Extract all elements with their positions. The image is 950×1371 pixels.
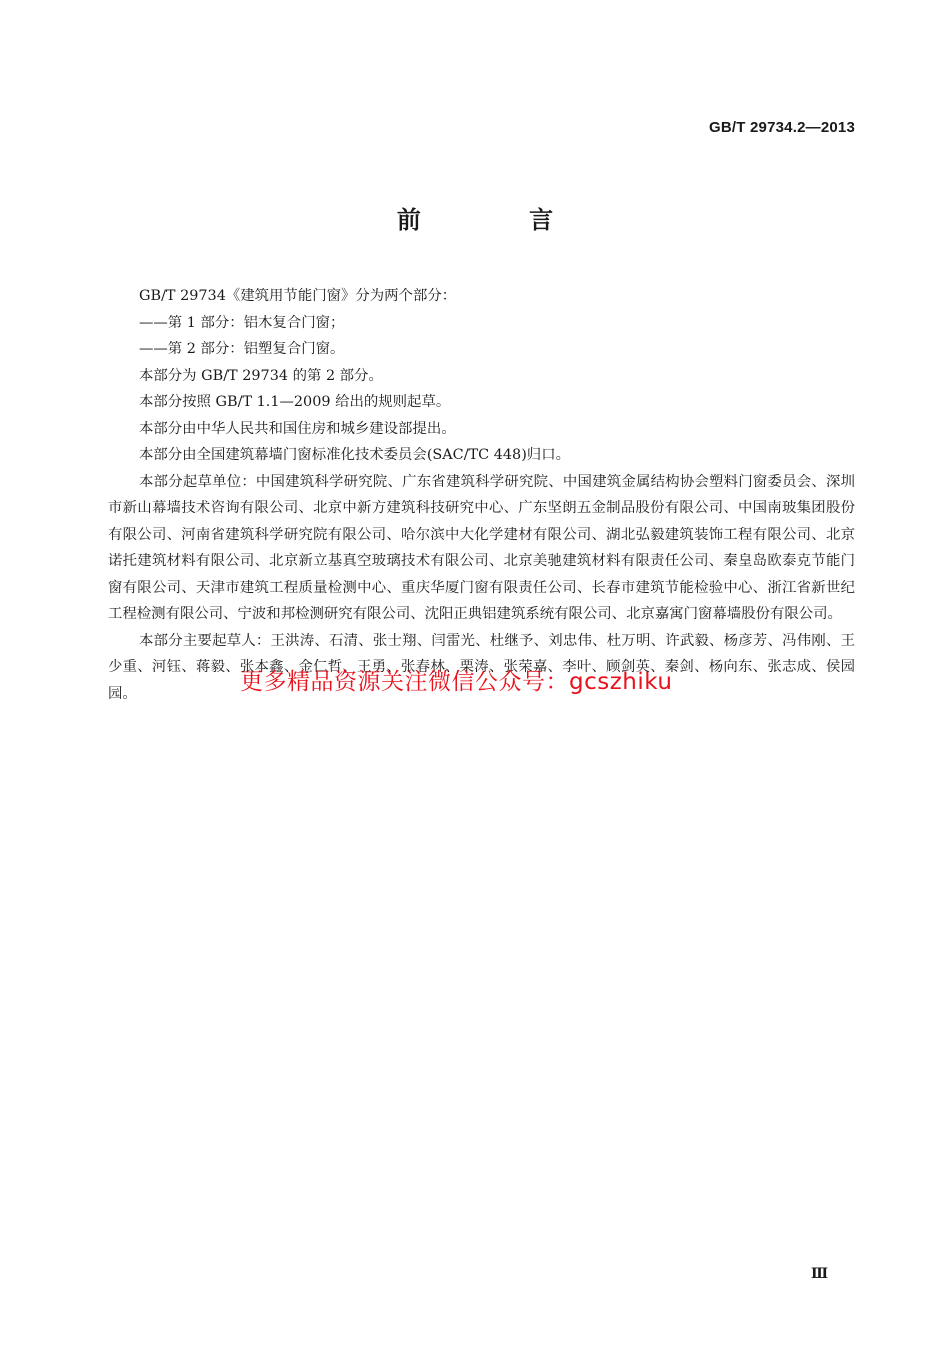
- foreword-body: [108, 283, 855, 707]
- page-title: 前 言: [396, 206, 604, 234]
- intro-paragraph: GB/T 29734《建筑用节能门窗》分为两个部分：: [139, 288, 457, 304]
- committee-paragraph: 本部分由全国建筑幕墙门窗标准化技术委员会(SAC/TC 448)归口。: [139, 447, 570, 463]
- drafting-units-paragraph: 本部分起草单位：中国建筑科学研究院、广东省建筑科学研究院、中国建筑金属结构协会塑料门窗委员会、深圳市新山幕墙技术咨询有限公司、北京中新方建筑科技研究中心、广东坚朗五金制品股份有限公司、中国南玻集团股份有限公司、河南省建筑科学研究院有限公司、哈尔滨中大化学建材有限公司、湖北弘毅建筑装饰工程有限公司、北京诺托建筑材料有限公司、北京新立基真空玻璃技术有限公司、北京美驰建筑材料有限责任公司、秦皇岛欧泰克节能门窗有限公司、天津市建筑工程质量检测中心、重庆华厦门窗有限责任公司、长春市建筑节能检验中心、浙江省新世纪工程检测有限公司、宁波和邦检测研究有限公司、沈阳正典铝建筑系统有限公司、北京嘉寓门窗幕墙股份有限公司。: [108, 473, 855, 622]
- part-1-item: ——第 1 部分：铝木复合门窗；: [139, 314, 345, 331]
- drafting-rules-paragraph: 本部分按照 GB/T 1.1—2009 给出的规则起草。: [139, 394, 451, 410]
- part-2-item: ——第 2 部分：铝塑复合门窗。: [139, 341, 345, 357]
- standard-number: GB/T 29734.2—2013: [709, 119, 855, 136]
- drafters-paragraph: 本部分主要起草人：王洪涛、石清、张士翔、闫雷光、杜继予、刘忠伟、杜万明、许武毅、杨彦芳、冯伟刚、王少重、河钰、蒋毅、张本鑫、金仁哲、王勇、张春林、栗涛、张荣嘉、李叶、顾剑英、秦剑、杨向东、张志成、侯园园。: [108, 632, 855, 702]
- this-part-paragraph: 本部分为 GB/T 29734 的第 2 部分。: [139, 367, 383, 384]
- page-number: Ⅲ: [810, 1267, 828, 1282]
- proposer-paragraph: 本部分由中华人民共和国住房和城乡建设部提出。: [139, 420, 456, 437]
- watermark-overlay: 更多精品资源关注微信公众号：gcszhiku: [240, 669, 673, 695]
